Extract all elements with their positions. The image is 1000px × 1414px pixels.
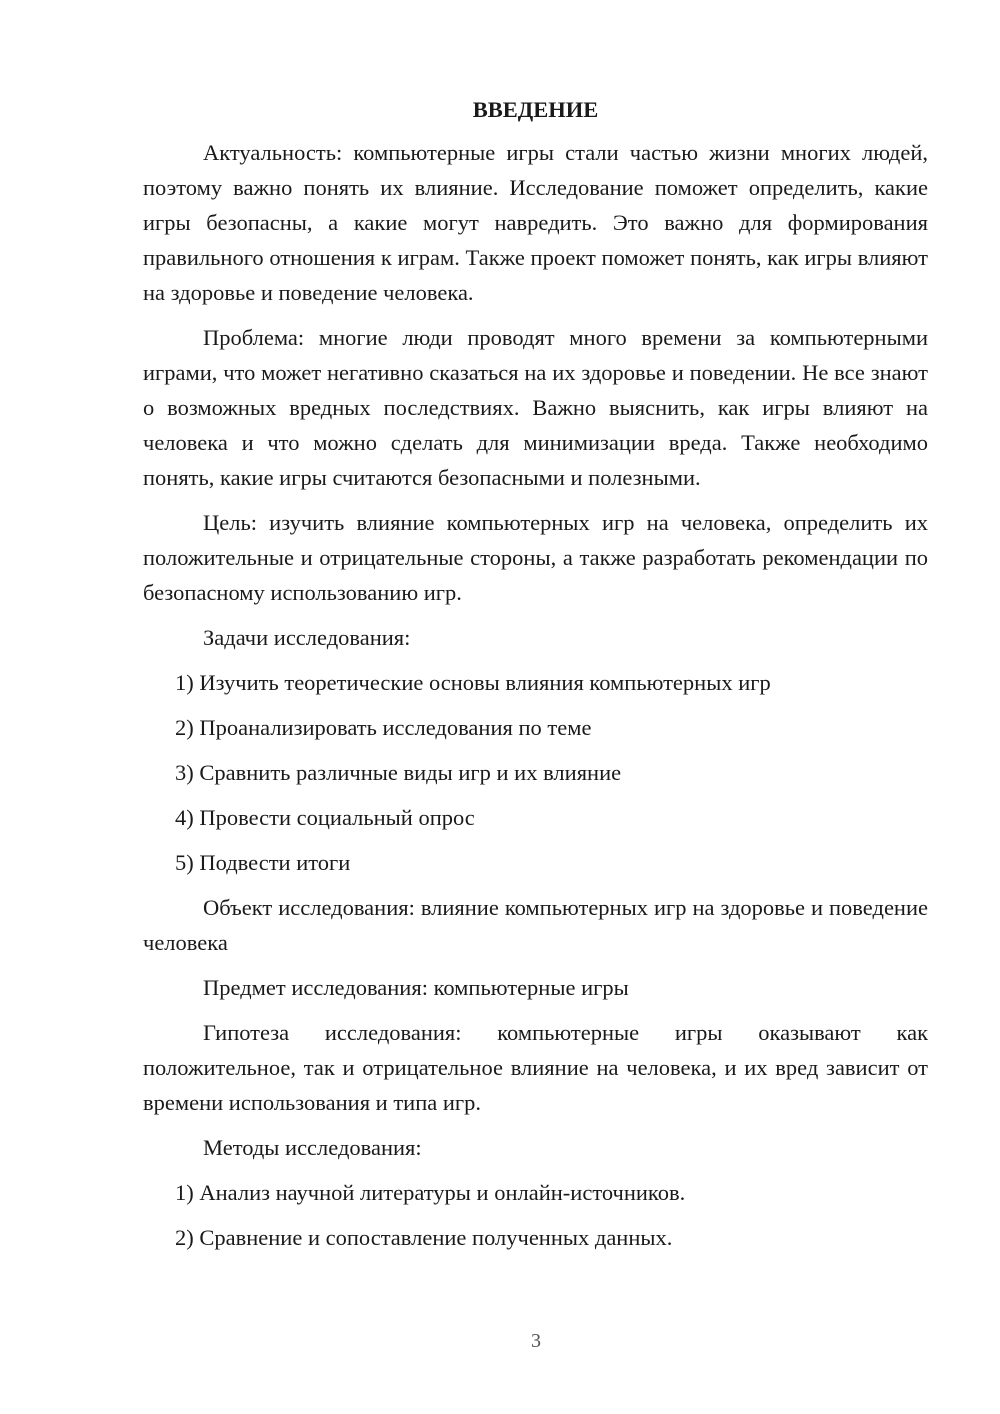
list-item: 5) Подвести итоги — [175, 850, 351, 875]
subject-paragraph: Предмет исследования: компьютерные игры — [203, 975, 629, 1000]
goal-paragraph: Цель: изучить влияние компьютерных игр на человека, определить их положительные и отрицательные стороны, а также разработать рекомендации по безопасному использованию игр. — [143, 510, 928, 605]
list-item: 2) Сравнение и сопоставление полученных данных. — [175, 1225, 673, 1250]
page-number: 3 — [531, 1330, 541, 1352]
tasks-title: Задачи исследования: — [203, 625, 411, 650]
list-item: 4) Провести социальный опрос — [175, 805, 475, 830]
hypothesis-paragraph: Гипотеза исследования: компьютерные игры оказывают как положительное, так и отрицательное влияние на человека, и их вред зависит от времени использования и типа игр. — [143, 1020, 928, 1115]
problem-paragraph: Проблема: многие люди проводят много времени за компьютерными играми, что может негативно сказаться на их здоровье и поведении. Не все знают о возможных вредных последствиях. Важно выяснить, как игры влияют на человека и что можно сделать для минимизации вреда. Также необходимо понять, какие игры считаются безопасными и полезными. — [143, 325, 928, 490]
page-title: ВВЕДЕНИЕ — [472, 97, 599, 122]
methods-title: Методы исследования: — [203, 1135, 422, 1160]
tasks-list — [143, 665, 928, 880]
list-item: 2) Проанализировать исследования по теме — [175, 715, 592, 740]
relevance-paragraph: Актуальность: компьютерные игры стали частью жизни многих людей, поэтому важно понять их влияние. Исследование поможет определить, какие игры безопасны, а какие могут навредить. Это важно для формирования правильного отношения к играм. Также проект поможет понять, как игры влияют на здоровье и поведение человека. — [143, 140, 928, 305]
document-page — [143, 92, 928, 1265]
list-item: 1) Анализ научной литературы и онлайн-источников. — [175, 1180, 686, 1205]
methods-list — [143, 1175, 928, 1255]
list-item: 1) Изучить теоретические основы влияния компьютерных игр — [175, 670, 771, 695]
list-item: 3) Сравнить различные виды игр и их влияние — [175, 760, 622, 785]
object-paragraph: Объект исследования: влияние компьютерных игр на здоровье и поведение человека — [143, 895, 928, 955]
